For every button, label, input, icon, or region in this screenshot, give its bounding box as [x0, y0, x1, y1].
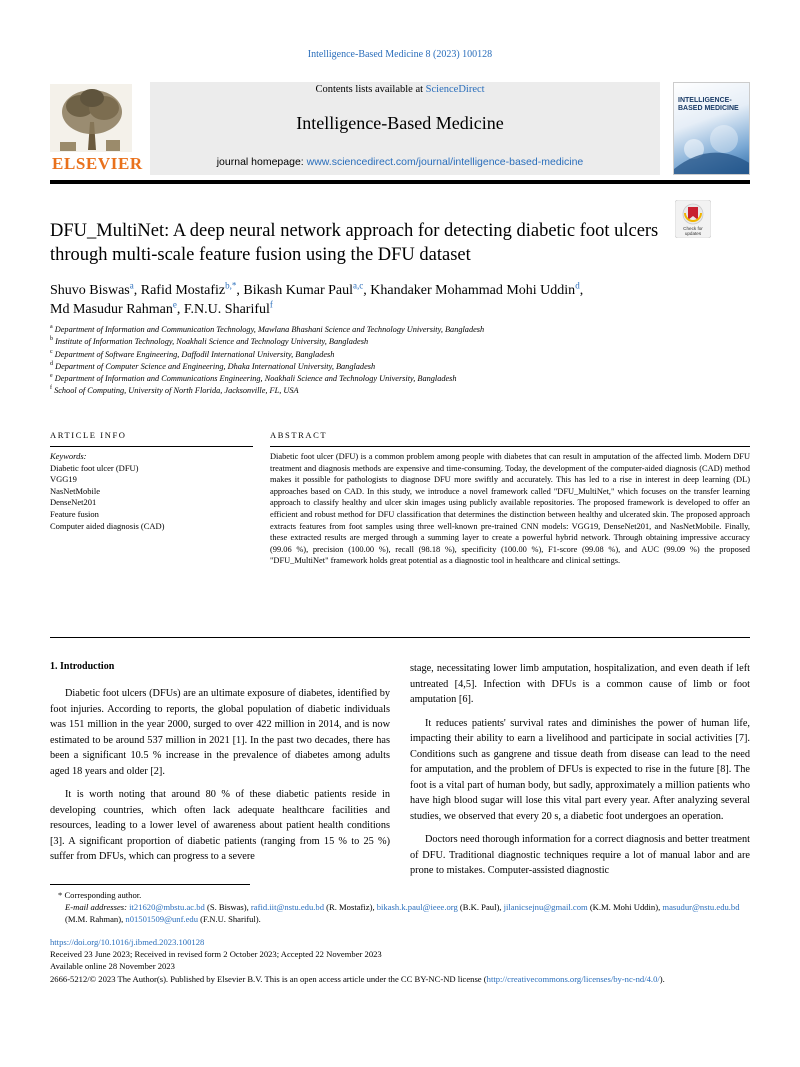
affiliation-item [50, 349, 750, 361]
keyword-item: Feature fusion [50, 508, 99, 519]
affiliation-key: d [50, 361, 53, 368]
author-name[interactable]: Shuvo Biswas [50, 283, 130, 298]
received-dates: Received 23 June 2023; Received in revised form 2 October 2023; Accepted 22 November 2023 [50, 949, 382, 960]
keyword-item: Computer aided diagnosis (CAD) [50, 520, 165, 531]
keyword-item: DenseNet201 [50, 497, 97, 508]
license-link[interactable]: http://creativecommons.org/licenses/by-nc-nd/4.0/ [486, 973, 660, 984]
check-for-updates-icon[interactable] [675, 200, 711, 238]
email-owner: (R. Mostafiz), [324, 902, 377, 913]
contents-available-line [150, 84, 650, 95]
email-link[interactable]: it21620@mbstu.ac.bd [129, 902, 205, 913]
keywords-block [50, 451, 250, 532]
keyword-item: Diabetic foot ulcer (DFU) [50, 462, 139, 473]
body-paragraph: It reduces patients' survival rates and diminishes the power of human life, impacting their ability to earn a livelihood and participate in social activities [7]. Conditions such as gangrene and tissue death from disease can lead to the need for amputation, and the problem of DFUs is expected to rise in the future [8]. The foot is a vital part of human body, but sadly, approximately a million patients who have high blood sugar will lose this vital part every year. After analyzing several studies, we observed that every 20 s, a diabetic foot undergoes an operation. [410, 717, 750, 822]
cover-title: INTELLIGENCE-BASED MEDICINE [678, 97, 739, 112]
email-link[interactable]: masudur@nstu.edu.bd [662, 902, 740, 913]
email-owner: (S. Biswas), [204, 902, 251, 913]
author-affiliation-marker[interactable]: d [575, 280, 580, 291]
corresponding-author-note: * Corresponding author. [58, 890, 142, 900]
author-affiliation-marker[interactable]: a [129, 280, 134, 291]
author-affiliation-marker[interactable]: a,c [353, 280, 364, 291]
affiliation-text: School of Computing, University of North Florida, Jacksonville, FL, USA [54, 386, 299, 396]
keyword-item: VGG19 [50, 474, 77, 485]
affiliation-key: a [50, 324, 53, 331]
author-name[interactable]: Bikash Kumar Paul [243, 283, 354, 298]
affiliation-key: e [50, 373, 53, 380]
author-separator: , [176, 302, 184, 317]
license-statement [50, 973, 750, 985]
journal-cover-thumbnail[interactable] [673, 82, 750, 175]
affiliation-item [50, 324, 750, 336]
author-list [50, 281, 670, 319]
author-separator: , [363, 283, 371, 298]
contents-prefix: Contents lists available at [315, 84, 426, 95]
journal-reference[interactable]: Intelligence-Based Medicine 8 (2023) 100128 [307, 49, 493, 60]
available-online-date: Available online 28 November 2023 [50, 961, 175, 972]
email-link[interactable]: n01501509@unf.edu [125, 914, 198, 925]
body-paragraph-continued: stage, necessitating lower limb amputation, hospitalization, and even death if left untreated [4,5]. Infection with DFUs is a common cause of limb or foot amputation [6]. [410, 663, 750, 705]
license-suffix: ). [659, 973, 665, 984]
affiliation-text: Institute of Information Technology, Noakhali Science and Technology University, Bangladesh [55, 337, 369, 347]
affiliation-list [50, 324, 750, 398]
author-affiliation-marker[interactable]: b,* [225, 280, 237, 291]
doi-link[interactable]: https://doi.org/10.1016/j.ibmed.2023.100128 [50, 937, 205, 947]
body-paragraph: Diabetic foot ulcers (DFUs) are an ultimate exposure of diabetes, identified by foot injuries. According to reports, the global population of diabetic individuals was 151 million in the year 2000, surged to over 422 million in 2014, and is now estimated to be around 537 million in 2021 [1]. In the past two decades, there has been a significant 10.5 % increase in the prevalence of diabetes among adults aged 18 years and older [2]. [50, 688, 390, 777]
keyword-list [50, 463, 250, 533]
footnote-rule [50, 884, 250, 885]
author-affiliation-marker[interactable]: e [172, 299, 177, 310]
abstract-heading: ABSTRACT [270, 430, 328, 440]
article-info-rule [50, 446, 253, 447]
email-link[interactable]: rafid.iit@nstu.edu.bd [250, 902, 324, 913]
crossmark-label: Check for updates [683, 226, 703, 236]
journal-homepage-line [150, 156, 650, 168]
email-owner: (F.N.U. Shariful). [198, 914, 261, 925]
author-name[interactable]: Md Masudur Rahman [50, 302, 173, 317]
email-label: E-mail addresses: [65, 902, 130, 913]
abstract-text: Diabetic foot ulcer (DFU) is a common problem among people with diabetes that can result in amputation of the affected limb. Modern DFU treatment and diagnosis methods are expensive and time-consuming. Today, the development of the computer-aided diagnosis (CAD) method makes it possible for pathologists to diagnose DFU more swiftly and accurately. This has led to a rise in interest in deep learning (DL) approaches based on CAD. In this study, we introduce a novel framework called "DFU_MultiNet," which focuses on the transfer learning approach to classify healthy and ulcer skin images using publicly available repositories. The proposed framework is developed to offer an efficient and robust method for DFU classification that determines the distinction between healthy and ulcerated skin. The proposed approach extracts features from foot samples using three well-known pre-trained CNN models: VGG19, DenseNet201, and NasNetMobile. Finally, these extracted results are merged through a summing layer to create a powerful hybrid network. Through obtaining impressive accuracy (99.06 %), precision (100.00 %), recall (98.18 %), specificity (100.00 %), F1-score (99.08 %), and AUC (99.09 %) the proposed "DFU_MultiNet" framework holds great potential as a diagnostic tool in healthcare and clinical settings. [270, 452, 750, 566]
affiliation-text: Department of Computer Science and Engineering, Dhaka International University, Bangladesh [55, 361, 376, 371]
affiliation-item [50, 336, 750, 348]
journal-homepage-link[interactable]: www.sciencedirect.com/journal/intelligence-based-medicine [306, 156, 584, 168]
affiliation-item [50, 361, 750, 373]
author-separator: , [133, 283, 141, 298]
header-rule [50, 180, 750, 184]
affiliation-item [50, 385, 750, 397]
section-rule [50, 637, 750, 638]
elsevier-wordmark: ELSEVIER [52, 154, 143, 173]
footnotes [50, 889, 750, 926]
affiliation-key: c [50, 348, 53, 355]
body-column-right [410, 661, 750, 879]
body-paragraph: Doctors need thorough information for a correct diagnosis and better treatment of DFU. Traditional diagnostic techniques require a lot of manual labor and are prone to mistakes. Computer-assisted diagnostic [410, 834, 750, 876]
affiliation-text: Department of Information and Communications Engineering, Noakhali Science and Technology University, Bangladesh [54, 374, 457, 384]
author-affiliation-marker[interactable]: f [269, 299, 273, 310]
sciencedirect-link[interactable]: ScienceDirect [425, 84, 485, 95]
affiliation-key: b [50, 336, 53, 343]
affiliation-key: f [50, 385, 52, 392]
author-name[interactable]: Rafid Mostafiz [140, 283, 226, 298]
keywords-label: Keywords: [50, 451, 87, 461]
affiliation-item [50, 373, 750, 385]
body-paragraph: It is worth noting that around 80 % of these diabetic patients reside in developing countries, which often lack adequate healthcare facilities and resources, leading to a lower level of awareness about patient health conditions [3]. A significant proportion of diabetic patients (ranging from 15 % to 25 %) suffer from DFUs, which can progress to a severe [50, 789, 390, 862]
email-addresses [50, 901, 750, 925]
author-name[interactable]: F.N.U. Shariful [183, 302, 270, 317]
keyword-item: NasNetMobile [50, 485, 101, 496]
email-owner: (M.M. Rahman), [65, 914, 126, 925]
body-column-left [50, 686, 390, 865]
cover-artwork [674, 119, 750, 175]
article-metadata [50, 936, 750, 985]
author-separator: , [236, 283, 244, 298]
journal-name: Intelligence-Based Medicine [296, 113, 504, 133]
introduction-heading: 1. Introduction [50, 661, 115, 672]
homepage-prefix: journal homepage: [216, 156, 307, 168]
paper-title: DFU_MultiNet: A deep neural network approach for detecting diabetic foot ulcers through multi-scale feature fusion using the DFU dataset [50, 221, 659, 265]
email-owner: (K.M. Mohi Uddin), [587, 902, 663, 913]
email-link[interactable]: bikash.k.paul@ieee.org [376, 902, 458, 913]
article-info-heading: ARTICLE INFO [50, 430, 127, 440]
email-link[interactable]: jilanicsejnu@gmail.com [503, 902, 588, 913]
author-separator: , [579, 283, 584, 298]
author-name[interactable]: Khandaker Mohammad Mohi Uddin [370, 283, 576, 298]
license-prefix: 2666-5212/© 2023 The Author(s). Published by Elsevier B.V. This is an open access article under the CC BY-NC-ND license ( [50, 973, 487, 984]
email-owner: (B.K. Paul), [457, 902, 504, 913]
affiliation-text: Department of Information and Communication Technology, Mawlana Bhashani Science and Technology University, Bangladesh [54, 325, 485, 334]
abstract-rule [270, 446, 750, 447]
affiliation-text: Department of Software Engineering, Daffodil International University, Bangladesh [54, 349, 335, 359]
